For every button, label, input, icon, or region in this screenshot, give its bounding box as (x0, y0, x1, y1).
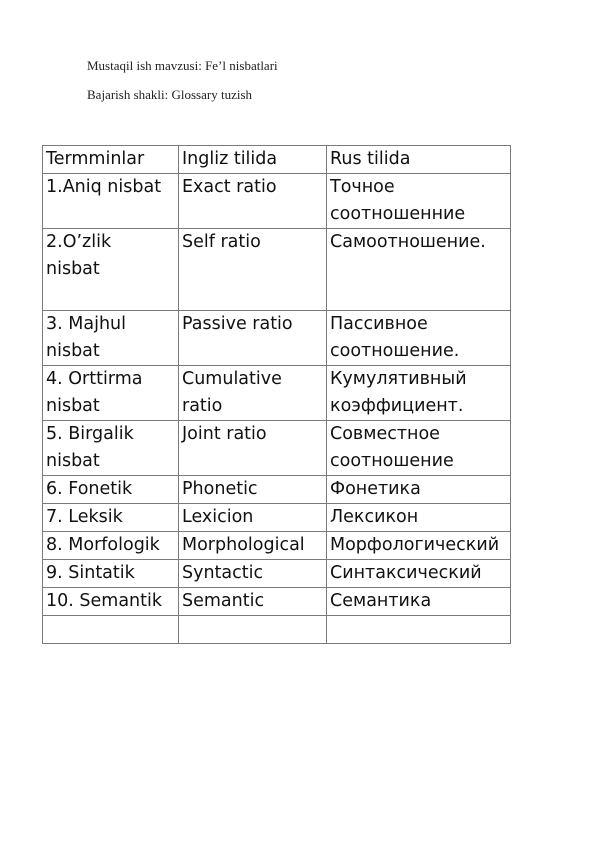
empty-table-row (43, 616, 511, 644)
russian-cell: Синтаксический (327, 560, 511, 588)
english-cell: Semantic (179, 588, 327, 616)
term-cell: 2.O’zlik nisbat (43, 229, 179, 311)
table-row (43, 366, 511, 421)
table-row (43, 311, 511, 366)
english-cell: Joint ratio (179, 421, 327, 476)
table-row (43, 174, 511, 229)
column-header-english: Ingliz tilida (179, 146, 327, 174)
english-cell: Exact ratio (179, 174, 327, 229)
glossary-table (42, 145, 511, 644)
table-row (43, 504, 511, 532)
table-row (43, 421, 511, 476)
term-cell: 7. Leksik (43, 504, 179, 532)
term-cell: 8. Morfologik (43, 532, 179, 560)
english-cell (179, 616, 327, 644)
term-cell: 9. Sintatik (43, 560, 179, 588)
russian-cell: Семантика (327, 588, 511, 616)
term-cell: 10. Semantik (43, 588, 179, 616)
russian-cell: Кумулятивный коэффициент. (327, 366, 511, 421)
assignment-format: Bajarish shakli: Glossary tuzish (87, 87, 253, 102)
term-cell: 5. Birgalik nisbat (43, 421, 179, 476)
russian-cell: Лексикон (327, 504, 511, 532)
english-cell: Passive ratio (179, 311, 327, 366)
term-cell: 3. Majhul nisbat (43, 311, 179, 366)
term-cell: 4. Orttirma nisbat (43, 366, 179, 421)
russian-cell: Морфологический (327, 532, 511, 560)
russian-cell: Точное соотношенние (327, 174, 511, 229)
russian-cell: Совместное соотношение (327, 421, 511, 476)
russian-cell: Самоотношение. (327, 229, 511, 311)
english-cell: Morphological (179, 532, 327, 560)
table-row (43, 588, 511, 616)
term-cell: 1.Aniq nisbat (43, 174, 179, 229)
table-header-row (43, 146, 511, 174)
column-header-russian: Rus tilida (327, 146, 511, 174)
term-cell (43, 616, 179, 644)
assignment-topic: Mustaqil ish mavzusi: Fe’l nisbatlari (87, 58, 278, 73)
table-row (43, 229, 511, 311)
english-cell: Self ratio (179, 229, 327, 311)
english-cell: Lexicion (179, 504, 327, 532)
english-cell: Phonetic (179, 476, 327, 504)
table-row (43, 476, 511, 504)
english-cell: Cumulative ratio (179, 366, 327, 421)
russian-cell: Пассивное соотношение. (327, 311, 511, 366)
russian-cell: Фонетика (327, 476, 511, 504)
table-row (43, 532, 511, 560)
table-row (43, 560, 511, 588)
column-header-terms: Termminlar (43, 146, 179, 174)
english-cell: Syntactic (179, 560, 327, 588)
russian-cell (327, 616, 511, 644)
term-cell: 6. Fonetik (43, 476, 179, 504)
